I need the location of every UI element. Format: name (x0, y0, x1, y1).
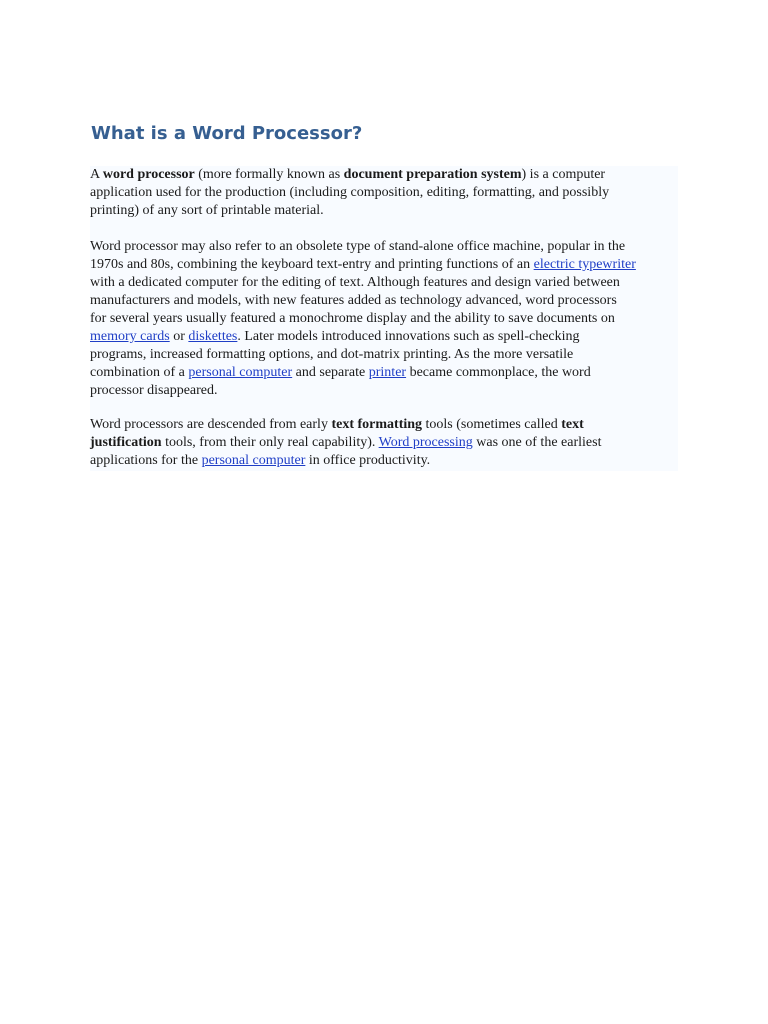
link-printer[interactable]: printer (368, 365, 407, 380)
paragraph-intro (90, 166, 609, 220)
paragraph-origins (90, 416, 601, 470)
text-run: for several years usually featured a monochrome display and the ability to save documents on (90, 311, 615, 326)
text-line (90, 238, 636, 256)
text-run: tools (sometimes called (422, 417, 562, 432)
text-run: ) is a computer (521, 167, 606, 182)
text-run: or (169, 329, 189, 344)
text-run: tools, from their only real capability). (161, 435, 379, 450)
text-line (90, 166, 609, 184)
text-run: programs, increased formatting options, and dot-matrix printing. As the more versatile (90, 347, 574, 362)
link-personal-computer[interactable]: personal computer (201, 453, 306, 468)
text-run: was one of the earliest (472, 435, 602, 450)
text-run: processor disappeared. (90, 383, 218, 398)
text-line (90, 184, 609, 202)
bold-term: document preparation system (343, 167, 522, 182)
text-line (90, 256, 636, 274)
text-line (90, 416, 601, 434)
bold-term: text (561, 417, 584, 432)
text-run: combination of a (90, 365, 189, 380)
text-line (90, 364, 636, 382)
text-line (90, 274, 636, 292)
page-title: What is a Word Processor? (91, 123, 363, 144)
bold-term: justification (90, 435, 162, 450)
text-line (90, 434, 601, 452)
text-run: 1970s and 80s, combining the keyboard text-entry and printing functions of an (90, 257, 534, 272)
text-run: in office productivity. (305, 453, 431, 468)
text-run: manufacturers and models, with new features added as technology advanced, word processors (90, 293, 617, 308)
link-electric-typewriter[interactable]: electric typewriter (533, 257, 636, 272)
text-run: application used for the production (including composition, editing, formatting, and possibly (90, 185, 610, 200)
text-line (90, 382, 636, 400)
text-run: with a dedicated computer for the editing of text. Although features and design varied between (90, 275, 620, 290)
text-run: became commonplace, the word (406, 365, 591, 380)
text-run: (more formally known as (194, 167, 344, 182)
text-line (90, 346, 636, 364)
link-personal-computer[interactable]: personal computer (188, 365, 293, 380)
article-body (90, 166, 678, 471)
text-run: . Later models introduced innovations such as spell-checking (237, 329, 580, 344)
bold-term: text formatting (331, 417, 423, 432)
text-line (90, 202, 609, 220)
link-diskettes[interactable]: diskettes (188, 329, 238, 344)
text-run: Word processor may also refer to an obsolete type of stand-alone office machine, popular in the (90, 239, 626, 254)
text-line (90, 452, 601, 470)
link-memory-cards[interactable]: memory cards (90, 329, 170, 344)
link-word-processing[interactable]: Word processing (378, 435, 473, 450)
paragraph-history (90, 238, 636, 400)
text-run: A (90, 167, 103, 182)
text-run: Word processors are descended from early (90, 417, 332, 432)
text-run: and separate (292, 365, 369, 380)
text-line (90, 310, 636, 328)
text-line (90, 328, 636, 346)
bold-term: word processor (102, 167, 195, 182)
text-run: printing) of any sort of printable material. (90, 203, 324, 218)
text-run: applications for the (90, 453, 202, 468)
text-line (90, 292, 636, 310)
